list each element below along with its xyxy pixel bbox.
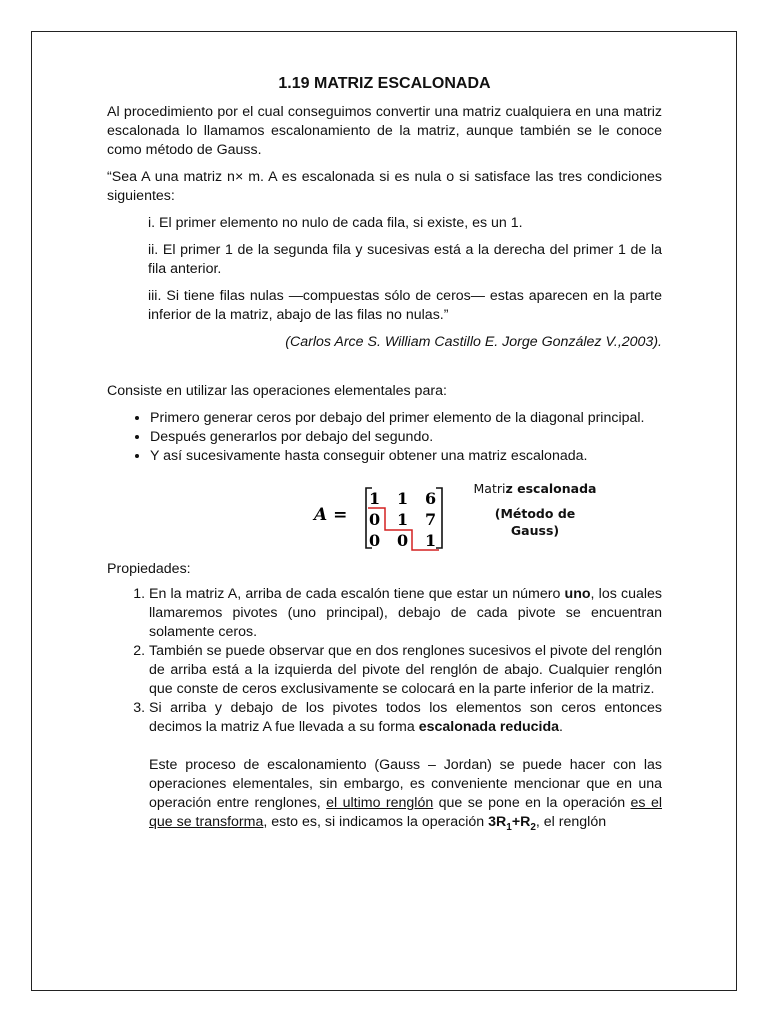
list-item: 1. En la matriz A, arriba de cada escalón tiene que estar un número uno, los cuales llamaremos pivotes (uno principal), debajo de cada pivote se encuentran solamente ceros. bbox=[149, 585, 662, 642]
caption-line-1a: Matri bbox=[473, 481, 506, 496]
matrix-cell: 0 bbox=[397, 531, 409, 550]
intro-paragraph: Al procedimiento por el cual conseguimos convertir una matriz cualquiera en una matriz escalonada lo llamamos escalonamiento de la matriz, aunque también se le conoce como método de Gauss. bbox=[107, 104, 662, 158]
properties-list bbox=[107, 585, 662, 837]
matrix-cell: 0 bbox=[369, 510, 381, 529]
matrix-label: A = bbox=[314, 505, 348, 525]
list-item: • Y así sucesivamente hasta conseguir obtener una matriz escalonada. bbox=[150, 447, 662, 466]
matrix-caption bbox=[470, 480, 600, 539]
right-bracket bbox=[436, 488, 442, 548]
matrix-figure bbox=[107, 474, 662, 556]
propiedades-label: Propiedades: bbox=[107, 561, 191, 577]
document-page bbox=[107, 74, 662, 837]
bullet-list bbox=[107, 409, 662, 466]
matrix-cell: 6 bbox=[425, 489, 437, 508]
matrix-cell: 1 bbox=[397, 510, 409, 529]
condition-2: ii. El primer 1 de la segunda fila y sucesivas está a la derecha del primer 1 de la fila anterior. bbox=[148, 242, 662, 277]
matrix-cell: 1 bbox=[369, 489, 381, 508]
caption-line-1b: z escalonada bbox=[505, 481, 597, 496]
matrix-cell: 1 bbox=[397, 489, 409, 508]
condition-3: iii. Si tiene filas nulas —compuestas sólo de ceros— estas aparecen en la parte inferior de la matriz, abajo de las filas no nulas.” bbox=[148, 288, 662, 323]
list-item: • Primero generar ceros por debajo del primer elemento de la diagonal principal. bbox=[150, 409, 662, 428]
matrix-cell: 7 bbox=[425, 510, 437, 529]
matrix-cell: 1 bbox=[425, 531, 437, 550]
quote-intro: “Sea A una matriz n× m. A es escalonada si es nula o si satisface las tres condiciones siguientes: bbox=[107, 169, 662, 204]
consiste-paragraph: Consiste en utilizar las operaciones elementales para: bbox=[107, 383, 447, 399]
caption-line-3: Gauss) bbox=[510, 523, 560, 538]
citation: (Carlos Arce S. William Castillo E. Jorge González V.,2003). bbox=[285, 334, 662, 350]
caption-line-2: (Método de bbox=[494, 506, 576, 521]
gauss-jordan-paragraph: Este proceso de escalonamiento (Gauss – Jordan) se puede hacer con las operaciones elementales, sin embargo, es conveniente mencionar que en una operación entre renglones, el ultimo renglón que se pone en la operación es el que se transforma, esto es, si indicamos la operación $3R_1+R_2$, el renglón bbox=[149, 757, 662, 833]
condition-1: i. El primer elemento no nulo de cada fila, si existe, es un 1. bbox=[148, 215, 523, 231]
list-item: 2. También se puede observar que en dos renglones sucesivos el pivote del renglón de arriba está a la izquierda del pivote del renglón de abajo. Cualquier renglón que conste de ceros exclusivamente se colocará en la parte inferior de la matriz. bbox=[149, 642, 662, 699]
matrix-cell: 0 bbox=[369, 531, 381, 550]
list-item: 3. Si arriba y debajo de los pivotes todos los elementos son ceros entonces decimos la matriz A fue llevada a su forma escalonada reducida. Este proceso de escalonamiento (Gauss – Jordan) se puede hacer con las operaciones elementales, sin embargo, es conveniente mencionar que en una operación entre renglones, el ultimo renglón que se pone en la operación es el que se transforma, esto es, si indicamos la operación $3R_1+R_2$, el renglón bbox=[149, 699, 662, 837]
matrix-svg bbox=[107, 474, 467, 556]
section-title: 1.19 MATRIZ ESCALONADA bbox=[278, 75, 491, 92]
list-item: • Después generarlos por debajo del segundo. bbox=[150, 428, 662, 447]
